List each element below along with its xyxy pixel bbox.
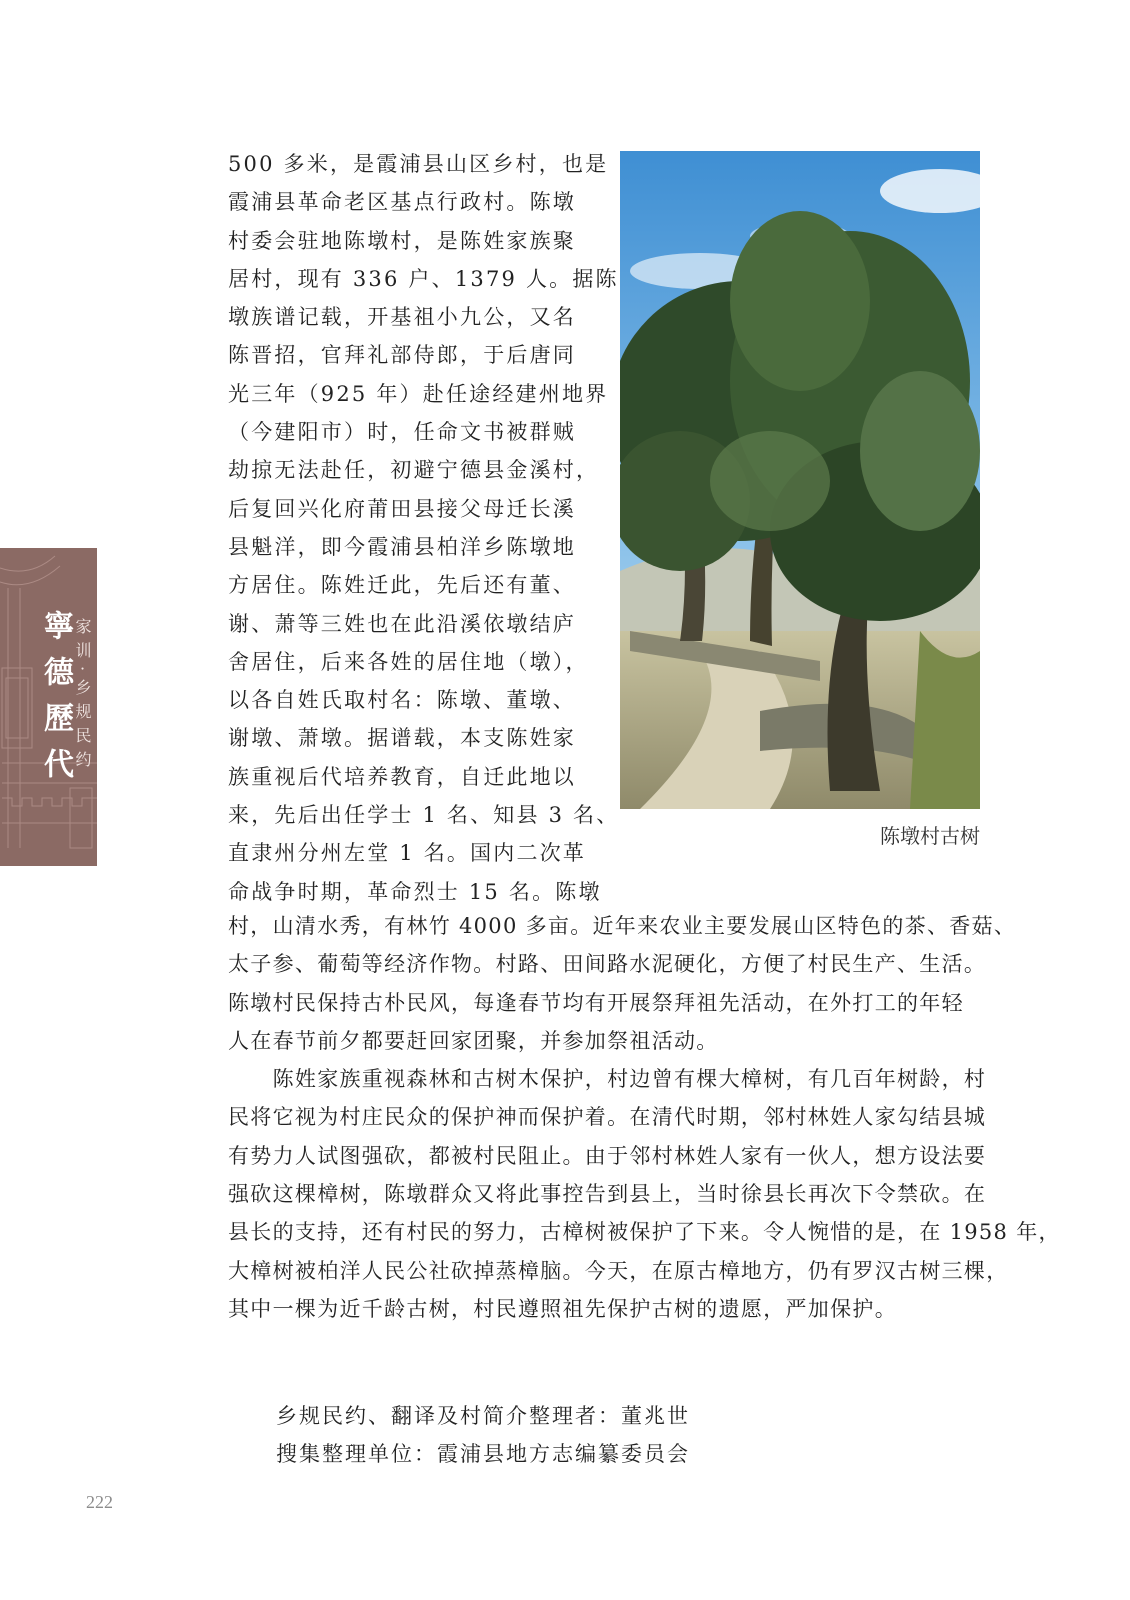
tree-illustration [620,151,980,809]
text-line: 有势力人试图强砍，都被村民阻止。由于邻村林姓人家有一伙人，想方设法要 [228,1143,987,1168]
text-line: 谢墩、萧墩。据谱载，本支陈姓家 [228,726,576,751]
credit-line: 乡规民约、翻译及村简介整理者：董兆世 [276,1404,690,1428]
side-section-tab [0,548,97,866]
text-line: 舍居住，后来各姓的居住地（墩）， [228,649,589,674]
text-line: 墩族谱记载，开基祖小九公，又名 [228,305,576,330]
text-line: 居村，现有 336 户、1379 人。据陈 [228,266,619,291]
text-line: 村委会驻地陈墩村，是陈姓家族聚 [228,228,576,253]
text-line: 500 多米，是霞浦县山区乡村，也是 [228,152,609,176]
text-line: 强砍这棵樟树，陈墩群众又将此事控告到县上，当时徐县长再次下令禁砍。在 [228,1182,987,1207]
page-number: 222 [86,1492,113,1512]
text-line: 谢、萧等三姓也在此沿溪依墩结庐 [228,611,576,636]
body-text-full [228,907,1061,1328]
book-title-vertical: 寧德歷代 [38,610,73,794]
credits-block [276,1397,690,1473]
text-line: 陈晋招，官拜礼部侍郎，于后唐同 [228,343,576,368]
text-line: 命战争时期，革命烈士 15 名。陈墩 [228,879,602,904]
text-line: 大樟树被柏洋人民公社砍掉蒸樟脑。今天，在原古樟地方，仍有罗汉古树三棵， [228,1258,1009,1283]
ancient-tree-photo [620,151,980,809]
text-line: 陈墩村民保持古朴民风，每逢春节均有开展祭拜祖先活动，在外打工的年轻 [228,990,964,1015]
text-line: 其中一棵为近千龄古树，村民遵照祖先保护古树的遗愿，严加保护。 [228,1296,897,1321]
text-line: 光三年（925 年）赴任途经建州地界 [228,381,609,406]
text-line: 直隶州分州左堂 1 名。国内二次革 [228,841,587,866]
photo-caption: 陈墩村古树 [880,824,980,848]
text-line: 人在春节前夕都要赶回家团聚，并参加祭祖活动。 [228,1028,719,1053]
text-line: 以各自姓氏取村名：陈墩、董墩、 [228,688,576,713]
text-line: 劫掠无法赴任，初避宁德县金溪村， [228,458,600,483]
text-line: 村，山清水秀，有林竹 4000 多亩。近年来农业主要发展山区特色的茶、香菇、 [228,914,1017,938]
text-line: （今建阳市）时，任命文书被群贼 [228,420,576,445]
text-line: 太子参、葡萄等经济作物。村路、田间路水泥硬化，方便了村民生产、生活。 [228,952,987,977]
credit-line: 搜集整理单位：霞浦县地方志编纂委员会 [276,1442,690,1466]
text-line: 县长的支持，还有村民的努力，古樟树被保护了下来。令人惋惜的是，在 1958 年， [228,1220,1061,1245]
text-line: 来，先后出任学士 1 名、知县 3 名、 [228,803,620,828]
text-line: 后复回兴化府莆田县接父母迁长溪 [228,496,576,521]
text-line: 陈姓家族重视森林和古树木保护，村边曾有棵大樟树，有几百年树龄，村 [228,1067,987,1092]
text-line: 霞浦县革命老区基点行政村。陈墩 [228,190,576,215]
text-line: 族重视后代培养教育，自迁此地以 [228,764,576,789]
text-line: 县魁洋，即今霞浦县柏洋乡陈墩地 [228,534,576,559]
text-line: 方居住。陈姓迁此，先后还有董、 [228,573,576,598]
section-subtitle-vertical: 家训·乡规民约 [73,618,92,776]
body-text-column [228,145,620,911]
text-line: 民将它视为村庄民众的保护神而保护着。在清代时期，邻村林姓人家勾结县城 [228,1105,987,1130]
